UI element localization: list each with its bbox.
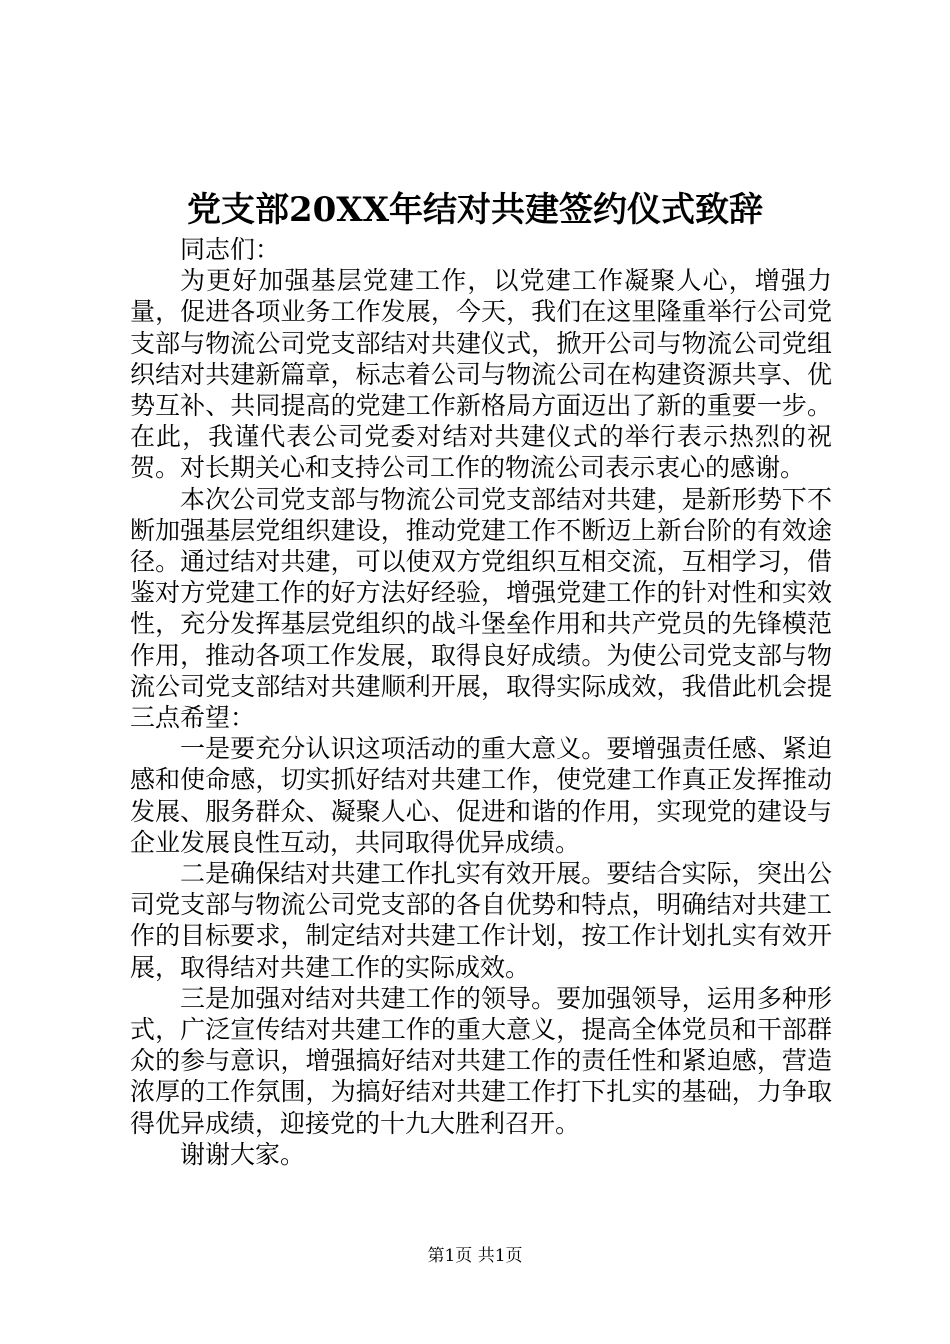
body-paragraph: 为更好加强基层党建工作，以党建工作凝聚人心，增强力量，促进各项业务工作发展，今天，我们在这里隆重举行公司党支部与物流公司党支部结对共建仪式，掀开公司与物流公司党组织结对共建新篇章，标志着公司与物流公司在构建资源共享、优势互补、共同提高的党建工作新格局方面迈出了新的重要一步。在此，我谨代表公司党委对结对共建仪式的举行表示热烈的祝贺。对长期关心和支持公司工作的物流公司表示衷心的感谢。 [130, 266, 832, 483]
body-paragraph: 二是确保结对共建工作扎实有效开展。要结合实际，突出公司党支部与物流公司党支部的各自优势和特点，明确结对共建工作的目标要求，制定结对共建工作计划，按工作计划扎实有效开展，取得结对共建工作的实际成效。 [130, 859, 832, 982]
body-paragraph: 三是加强对结对共建工作的领导。要加强领导，运用多种形式，广泛宣传结对共建工作的重大意义，提高全体党员和干部群众的参与意识，增强搞好结对共建工作的责任性和紧迫感，营造浓厚的工作氛围，为搞好结对共建工作打下扎实的基础，力争取得优异成绩，迎接党的十九大胜利召开。 [130, 983, 832, 1138]
body-paragraph: 本次公司党支部与物流公司党支部结对共建，是新形势下不断加强基层党组织建设，推动党建工作不断迈上新台阶的有效途径。通过结对共建，可以使双方党组织互相交流，互相学习，借鉴对方党建工作的好方法好经验，增强党建工作的针对性和实效性，充分发挥基层党组织的战斗堡垒作用和共产党员的先锋模范作用，推动各项工作发展，取得良好成绩。为使公司党支部与物流公司党支部结对共建顺利开展，取得实际成效，我借此机会提三点希望： [130, 484, 832, 733]
body-paragraph: 一是要充分认识这项活动的重大意义。要增强责任感、紧迫感和使命感，切实抓好结对共建工作，使党建工作真正发挥推动发展、服务群众、凝聚人心、促进和谐的作用，实现党的建设与企业发展良性互动，共同取得优异成绩。 [130, 734, 832, 857]
salutation-paragraph: 同志们： [180, 235, 281, 264]
document-title: 党支部20XX年结对共建签约仪式致辞 [186, 190, 764, 230]
page-number-footer: 第1页 共1页 [427, 1246, 523, 1266]
closing-paragraph: 谢谢大家。 [180, 1139, 306, 1169]
document-body [130, 234, 832, 1170]
